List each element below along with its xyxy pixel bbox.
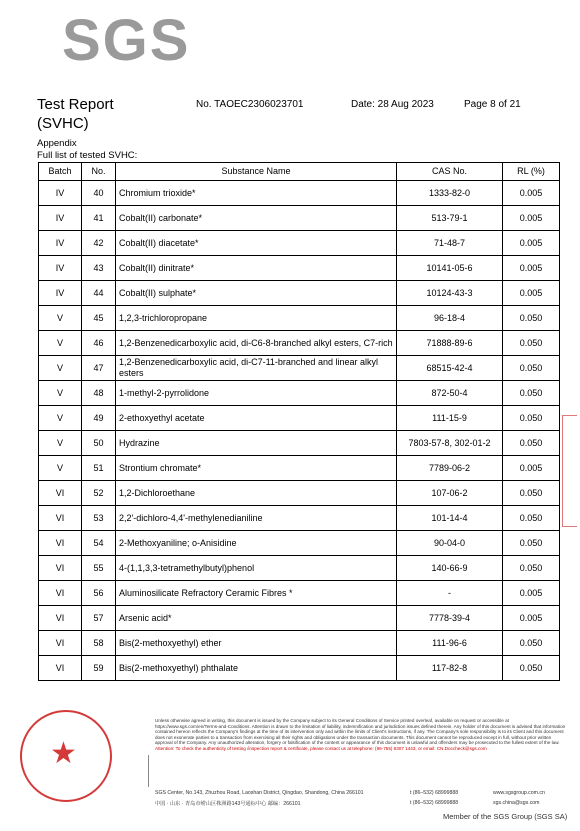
cell-substance: 1-methyl-2-pyrrolidone (116, 381, 397, 406)
cell-batch: V (39, 406, 82, 431)
header-no: No. (82, 163, 116, 181)
footer-divider (148, 755, 149, 787)
disclaimer-text: Unless otherwise agreed in writing, this document is issued by the Company subject to its General Conditions of Service printed overleaf, available on request or accessible at https://www.sgs.com/en/Terms-and-Conditions. Attention is drawn to the limitation of liability, indemnification and jurisdiction issues defined therein. Any holder of this document is advised that information contained hereon reflects the Company's findings at the time of its intervention only and within the limits of Client's instructions, if any. The Company's sole responsibility is to its Client and this document does not exonerate parties to a transaction from exercising all their rights and obligations under the transaction documents. This document cannot be reproduced except in full, without prior written approval of the Company. Any unauthorized alteration, forgery or falsification of the content or appearance of this document is unlawful and offenders may be prosecuted to the fullest extent of the law. (155, 718, 566, 746)
cell-rl: 0.005 (503, 581, 560, 606)
cell-cas: 90-04-0 (397, 531, 503, 556)
cell-rl: 0.005 (503, 606, 560, 631)
cell-no: 59 (82, 656, 116, 681)
cell-cas: 7803-57-8, 302-01-2 (397, 431, 503, 456)
cell-no: 43 (82, 256, 116, 281)
cell-batch: VI (39, 481, 82, 506)
cell-rl: 0.005 (503, 456, 560, 481)
cell-rl: 0.050 (503, 481, 560, 506)
header-batch: Batch (39, 163, 82, 181)
cell-rl: 0.050 (503, 656, 560, 681)
cell-substance: Cobalt(II) diacetate* (116, 231, 397, 256)
table-row (39, 656, 560, 681)
cell-rl: 0.050 (503, 381, 560, 406)
report-title: Test Report (37, 96, 114, 113)
header-substance: Substance Name (116, 163, 397, 181)
table-row (39, 581, 560, 606)
cell-substance: 1,2,3-trichloropropane (116, 306, 397, 331)
website: www.sgsgroup.com.cn (493, 790, 545, 796)
cell-batch: V (39, 306, 82, 331)
cell-substance: Hydrazine (116, 431, 397, 456)
cell-substance: Strontium chromate* (116, 456, 397, 481)
cell-cas: 101-14-4 (397, 506, 503, 531)
cell-rl: 0.005 (503, 181, 560, 206)
cell-rl: 0.050 (503, 506, 560, 531)
table-row (39, 556, 560, 581)
table-row (39, 381, 560, 406)
phone-2: t (86–532) 68999888 (410, 800, 459, 806)
cell-cas: 68515-42-4 (397, 356, 503, 381)
cell-batch: V (39, 331, 82, 356)
table-row (39, 506, 560, 531)
cell-rl: 0.050 (503, 631, 560, 656)
table-row (39, 456, 560, 481)
table-header-row (39, 163, 560, 181)
table-row (39, 281, 560, 306)
table-row (39, 181, 560, 206)
email: sgs.china@sgs.com (493, 800, 540, 806)
cell-substance: 1,2-Benzenedicarboxylic acid, di-C7-11-branched and linear alkyl esters (116, 356, 397, 381)
table-row (39, 356, 560, 381)
cell-batch: VI (39, 581, 82, 606)
cell-cas: 111-15-9 (397, 406, 503, 431)
cell-batch: IV (39, 256, 82, 281)
cell-cas: 10141-05-6 (397, 256, 503, 281)
cell-cas: 7789-06-2 (397, 456, 503, 481)
table-row (39, 231, 560, 256)
cell-batch: IV (39, 206, 82, 231)
cell-batch: VI (39, 631, 82, 656)
cell-substance: Arsenic acid* (116, 606, 397, 631)
cell-cas: 10124-43-3 (397, 281, 503, 306)
cell-substance: 2,2'-dichloro-4,4'-methylenedianiline (116, 506, 397, 531)
cell-cas: 513-79-1 (397, 206, 503, 231)
cell-rl: 0.050 (503, 556, 560, 581)
cell-cas: 107-06-2 (397, 481, 503, 506)
cell-batch: V (39, 381, 82, 406)
phone-1: t (86–532) 68999888 (410, 790, 459, 796)
cell-rl: 0.005 (503, 206, 560, 231)
table-row (39, 531, 560, 556)
cell-batch: IV (39, 231, 82, 256)
cell-rl: 0.050 (503, 331, 560, 356)
cell-cas: 71888-89-6 (397, 331, 503, 356)
table-row (39, 481, 560, 506)
cell-rl: 0.050 (503, 406, 560, 431)
cell-no: 50 (82, 431, 116, 456)
cell-rl: 0.005 (503, 231, 560, 256)
page-seal-fragment (562, 415, 577, 527)
cell-batch: VI (39, 656, 82, 681)
cell-substance: Chromium trioxide* (116, 181, 397, 206)
cell-rl: 0.050 (503, 356, 560, 381)
table-row (39, 631, 560, 656)
report-number: No. TAOEC2306023701 (196, 99, 304, 110)
cell-no: 56 (82, 581, 116, 606)
cell-substance: Bis(2-methoxyethyl) phthalate (116, 656, 397, 681)
attention-text: Attention: To check the authenticity of testing /inspection report & certificate, please contact us at telephone: (86-755) 8307 1443, or email: CN.Doccheck@sgs.com (155, 745, 487, 751)
cell-batch: VI (39, 506, 82, 531)
cell-no: 57 (82, 606, 116, 631)
cell-cas: 872-50-4 (397, 381, 503, 406)
cell-no: 58 (82, 631, 116, 656)
star-icon: ★ (50, 737, 77, 770)
cell-rl: 0.005 (503, 256, 560, 281)
cell-batch: VI (39, 606, 82, 631)
table-row (39, 206, 560, 231)
cell-substance: Bis(2-methoxyethyl) ether (116, 631, 397, 656)
cell-no: 41 (82, 206, 116, 231)
page-number: Page 8 of 21 (464, 99, 521, 110)
cell-rl: 0.005 (503, 281, 560, 306)
footer-disclaimer (155, 718, 567, 752)
cell-substance: 4-(1,1,3,3-tetramethylbutyl)phenol (116, 556, 397, 581)
table-row (39, 256, 560, 281)
cell-no: 47 (82, 356, 116, 381)
table-row (39, 606, 560, 631)
cell-no: 46 (82, 331, 116, 356)
sgs-logo: SGS (62, 8, 191, 73)
table-row (39, 431, 560, 456)
cell-substance: Cobalt(II) dinitrate* (116, 256, 397, 281)
cell-cas: 7778-39-4 (397, 606, 503, 631)
cell-substance: Aluminosilicate Refractory Ceramic Fibres * (116, 581, 397, 606)
cell-cas: 117-82-8 (397, 656, 503, 681)
cell-no: 48 (82, 381, 116, 406)
cell-substance: 2-Methoxyaniline; o-Anisidine (116, 531, 397, 556)
cell-batch: VI (39, 556, 82, 581)
cell-cas: 111-96-6 (397, 631, 503, 656)
cell-cas: 140-66-9 (397, 556, 503, 581)
cell-cas: 96-18-4 (397, 306, 503, 331)
cell-substance: 2-ethoxyethyl acetate (116, 406, 397, 431)
inspection-stamp (20, 710, 112, 802)
cell-no: 51 (82, 456, 116, 481)
list-title: Full list of tested SVHC: (37, 150, 138, 161)
member-text: Member of the SGS Group (SGS SA) (443, 812, 568, 821)
address-cn: 中国 · 山东 · 青岛市崂山区株洲路143号通标中心 邮编：266101 (155, 801, 301, 807)
cell-batch: IV (39, 181, 82, 206)
cell-rl: 0.050 (503, 431, 560, 456)
cell-no: 42 (82, 231, 116, 256)
header-cas: CAS No. (397, 163, 503, 181)
cell-no: 49 (82, 406, 116, 431)
cell-batch: VI (39, 531, 82, 556)
cell-batch: V (39, 456, 82, 481)
cell-no: 52 (82, 481, 116, 506)
address-en: SGS Center, No.143, Zhuzhou Road, Laoshan District, Qingdao, Shandong, China 266101 (155, 790, 364, 796)
cell-no: 55 (82, 556, 116, 581)
table-row (39, 406, 560, 431)
cell-no: 44 (82, 281, 116, 306)
header-rl: RL (%) (503, 163, 560, 181)
cell-substance: 1,2-Dichloroethane (116, 481, 397, 506)
cell-no: 53 (82, 506, 116, 531)
table-row (39, 306, 560, 331)
cell-substance: Cobalt(II) carbonate* (116, 206, 397, 231)
cell-rl: 0.050 (503, 531, 560, 556)
cell-substance: Cobalt(II) sulphate* (116, 281, 397, 306)
cell-cas: 1333-82-0 (397, 181, 503, 206)
report-date: Date: 28 Aug 2023 (351, 99, 434, 110)
cell-batch: V (39, 431, 82, 456)
cell-substance: 1,2-Benzenedicarboxylic acid, di-C6-8-branched alkyl esters, C7-rich (116, 331, 397, 356)
appendix-label: Appendix (37, 138, 77, 149)
svhc-table (38, 162, 560, 681)
cell-no: 45 (82, 306, 116, 331)
cell-rl: 0.050 (503, 306, 560, 331)
cell-no: 40 (82, 181, 116, 206)
report-subtitle: (SVHC) (37, 115, 89, 132)
cell-no: 54 (82, 531, 116, 556)
cell-batch: IV (39, 281, 82, 306)
table-row (39, 331, 560, 356)
cell-cas: - (397, 581, 503, 606)
cell-batch: V (39, 356, 82, 381)
cell-cas: 71-48-7 (397, 231, 503, 256)
